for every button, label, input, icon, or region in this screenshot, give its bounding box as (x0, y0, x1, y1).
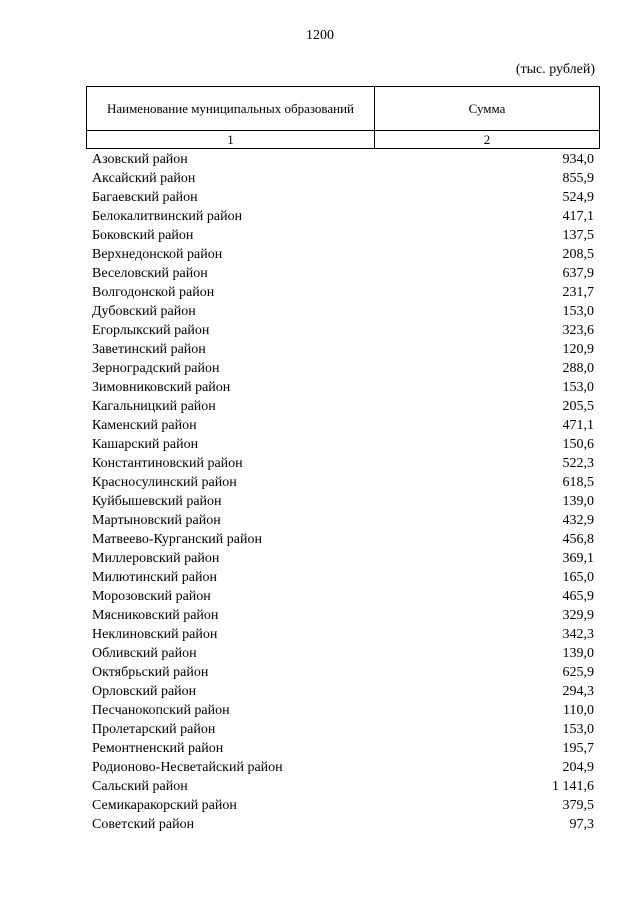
table-row (92, 758, 594, 777)
table-row (92, 245, 594, 264)
table-row (92, 606, 594, 625)
amount-value: 637,9 (562, 266, 594, 281)
municipality-name: Зимовниковский район (92, 380, 231, 395)
table-row (92, 511, 594, 530)
table-body (92, 150, 594, 834)
municipality-name: Волгодонской район (92, 285, 215, 300)
table-row (92, 397, 594, 416)
amount-value: 205,5 (562, 399, 594, 414)
municipality-name: Аксайский район (92, 171, 196, 186)
table-row (92, 473, 594, 492)
table-row (92, 644, 594, 663)
municipality-name: Верхнедонской район (92, 247, 223, 262)
municipality-name: Советский район (92, 817, 195, 832)
amount-value: 120,9 (562, 342, 594, 357)
amount-value: 456,8 (562, 532, 594, 547)
municipality-name: Орловский район (92, 684, 197, 699)
page-number: 1200 (306, 28, 334, 43)
amount-value: 150,6 (562, 437, 594, 452)
municipality-name: Веселовский район (92, 266, 208, 281)
amount-value: 208,5 (562, 247, 594, 262)
amount-value: 465,9 (562, 589, 594, 604)
table-row (92, 682, 594, 701)
amount-value: 471,1 (562, 418, 594, 433)
municipality-name: Кагальницкий район (92, 399, 216, 414)
table-row (92, 359, 594, 378)
municipality-name: Боковский район (92, 228, 194, 243)
municipality-name: Дубовский район (92, 304, 196, 319)
municipality-name: Ремонтненский район (92, 741, 224, 756)
column-header-name: Наименование муниципальных образований (87, 87, 375, 131)
units-label: (тыс. рублей) (515, 62, 595, 77)
municipality-name: Мясниковский район (92, 608, 219, 623)
municipality-name: Мартыновский район (92, 513, 221, 528)
municipality-name: Октябрьский район (92, 665, 209, 680)
amount-value: 195,7 (562, 741, 594, 756)
table-row (92, 321, 594, 340)
table-row (92, 625, 594, 644)
municipality-name: Обливский район (92, 646, 197, 661)
table-row (92, 169, 594, 188)
municipality-name: Матвеево-Курганский район (92, 532, 262, 547)
amount-value: 417,1 (562, 209, 594, 224)
amount-value: 342,3 (562, 627, 594, 642)
table-row (92, 663, 594, 682)
amount-value: 618,5 (562, 475, 594, 490)
table-row (92, 416, 594, 435)
table-row (92, 264, 594, 283)
table-row (92, 340, 594, 359)
municipality-name: Куйбышевский район (92, 494, 222, 509)
municipality-name: Кашарский район (92, 437, 199, 452)
table-row (92, 492, 594, 511)
amount-value: 934,0 (562, 152, 594, 167)
table-row (92, 739, 594, 758)
column-number-2: 2 (375, 131, 600, 149)
amount-value: 625,9 (562, 665, 594, 680)
amount-value: 855,9 (562, 171, 594, 186)
amount-value: 288,0 (562, 361, 594, 376)
table-row (92, 226, 594, 245)
amount-value: 1 141,6 (552, 779, 594, 794)
column-number-1: 1 (87, 131, 375, 149)
amount-value: 110,0 (563, 703, 594, 718)
municipality-name: Егорлыкский район (92, 323, 210, 338)
municipality-name: Зерноградский район (92, 361, 220, 376)
municipality-name: Красносулинский район (92, 475, 237, 490)
municipality-name: Милютинский район (92, 570, 218, 585)
amount-value: 369,1 (562, 551, 594, 566)
amount-value: 97,3 (569, 817, 594, 832)
table-row (92, 568, 594, 587)
table-row (92, 720, 594, 739)
municipality-name: Каменский район (92, 418, 197, 433)
amount-value: 329,9 (562, 608, 594, 623)
table-row (92, 188, 594, 207)
table-row (92, 815, 594, 834)
amount-value: 323,6 (562, 323, 594, 338)
amount-value: 204,9 (562, 760, 594, 775)
amount-value: 139,0 (562, 494, 594, 509)
municipality-name: Константиновский район (92, 456, 243, 471)
table-row (92, 701, 594, 720)
municipality-name: Миллеровский район (92, 551, 220, 566)
municipality-name: Сальский район (92, 779, 188, 794)
amount-value: 432,9 (562, 513, 594, 528)
municipality-name: Песчанокопский район (92, 703, 230, 718)
amount-value: 524,9 (562, 190, 594, 205)
table-row (92, 549, 594, 568)
table-row (92, 777, 594, 796)
table-row (92, 302, 594, 321)
table-row (92, 796, 594, 815)
table-row (92, 435, 594, 454)
table-row (92, 283, 594, 302)
municipality-name: Белокалитвинский район (92, 209, 243, 224)
table-row (92, 207, 594, 226)
amount-value: 522,3 (562, 456, 594, 471)
amount-value: 379,5 (562, 798, 594, 813)
municipality-name: Багаевский район (92, 190, 198, 205)
municipality-name: Пролетарский район (92, 722, 216, 737)
municipality-name: Заветинский район (92, 342, 206, 357)
municipality-name: Морозовский район (92, 589, 211, 604)
municipality-name: Неклиновский район (92, 627, 218, 642)
table-row (92, 587, 594, 606)
amount-value: 153,0 (562, 380, 594, 395)
table-row (92, 378, 594, 397)
amount-value: 165,0 (562, 570, 594, 585)
table-row (92, 150, 594, 169)
amount-value: 294,3 (562, 684, 594, 699)
amount-value: 139,0 (562, 646, 594, 661)
municipality-name: Азовский район (92, 152, 188, 167)
municipality-name: Семикаракорский район (92, 798, 237, 813)
table-header (86, 86, 600, 149)
amount-value: 137,5 (562, 228, 594, 243)
municipality-name: Родионово-Несветайский район (92, 760, 283, 775)
amount-value: 231,7 (562, 285, 594, 300)
amount-value: 153,0 (562, 304, 594, 319)
column-header-sum: Сумма (375, 87, 600, 131)
table-row (92, 454, 594, 473)
amount-value: 153,0 (562, 722, 594, 737)
table-row (92, 530, 594, 549)
